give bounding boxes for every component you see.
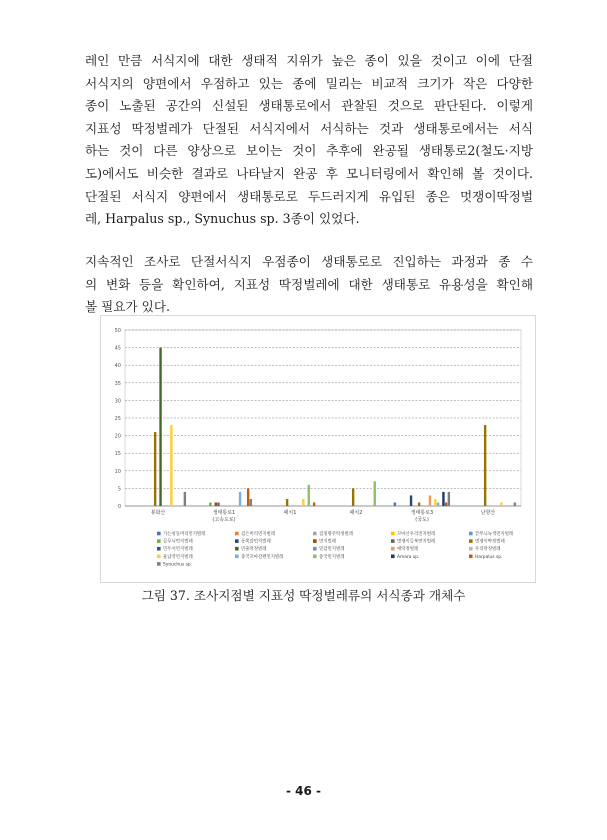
category-label: 패치2 xyxy=(349,510,363,516)
y-tick-label: 15 xyxy=(114,451,121,458)
bar xyxy=(448,492,450,506)
bar xyxy=(434,499,436,506)
bar xyxy=(514,502,516,506)
legend-label: 끝무늬먼지벌레 xyxy=(163,539,193,545)
text-line: 하는 것이 다른 양상으로 보이는 것이 추후에 완공될 생태통로2(철도·지방 xyxy=(85,143,533,159)
legend-swatch xyxy=(235,539,239,543)
bar xyxy=(374,481,376,506)
bar xyxy=(394,502,396,506)
bar xyxy=(215,502,217,506)
legend-swatch xyxy=(469,547,473,551)
bar xyxy=(352,488,354,506)
y-tick-label: 40 xyxy=(114,363,121,370)
text-line: 도)에서도 비슷한 결과로 나타날지 완공 후 모니터링에서 확인해 볼 것이다. xyxy=(85,165,533,181)
legend-swatch xyxy=(391,547,395,551)
category-label: 난향산 xyxy=(480,510,496,516)
bar xyxy=(247,488,249,506)
legend-swatch xyxy=(391,532,395,536)
legend-label: 밑감먼지벌레 xyxy=(319,547,345,553)
legend-label: 민두서먼지벌레 xyxy=(163,547,193,553)
legend-swatch xyxy=(157,547,161,551)
legend-swatch xyxy=(157,532,161,536)
bar xyxy=(159,348,161,506)
bar xyxy=(418,502,420,506)
category-label: 패치1 xyxy=(283,510,297,516)
body-paragraph-1 xyxy=(85,50,533,231)
legend-swatch xyxy=(157,562,161,566)
page-number: - 46 - xyxy=(285,784,321,798)
legend-label: 율납작먼지벌레 xyxy=(163,554,193,560)
legend-label: 멋쟁이딱정벌레 xyxy=(475,539,505,545)
legend-swatch xyxy=(391,539,395,543)
legend-label: 멋쟁이들북먼지벌레 xyxy=(397,539,436,545)
legend-swatch xyxy=(469,532,473,536)
legend-swatch xyxy=(235,532,239,536)
category-label: 생태통로3 xyxy=(410,510,434,516)
text-line: 서식지의 양편에서 우점하고 있는 종에 밀리는 비교적 크기가 작은 다양한 xyxy=(85,75,533,91)
y-tick-label: 30 xyxy=(114,398,121,405)
bar xyxy=(239,492,241,506)
legend-label: 동쪽갈먼지벌레 xyxy=(241,539,271,545)
y-tick-label: 25 xyxy=(114,416,121,422)
category-label: 생태통로1 xyxy=(212,510,236,516)
legend-label: Amara sp. xyxy=(397,554,420,560)
y-tick-label: 10 xyxy=(114,468,121,475)
legend-label: 중국먼지벌레 xyxy=(319,554,345,560)
legend-label: 먼지벌레 xyxy=(319,539,336,545)
legend-label: 검정명주딱정벌레 xyxy=(319,532,353,537)
category-sublabel: (국도) xyxy=(415,517,429,523)
y-tick-label: 20 xyxy=(114,433,121,440)
text-line: 지표성 딱정벌레가 단절된 서식지에서 서식하는 것과 생태통로에서는 서식 xyxy=(85,120,533,136)
bar xyxy=(437,502,439,506)
y-tick-label: 45 xyxy=(114,345,121,352)
legend-label: 끝무늬녹색먼지벌레 xyxy=(475,532,514,537)
legend-label: 우리딱정벌레 xyxy=(475,547,501,553)
legend-swatch xyxy=(313,539,317,543)
legend-label: Harpalus sp. xyxy=(475,554,503,560)
legend-label: 민줄딱정벌레 xyxy=(241,547,267,553)
text-line: 볼 필요가 있다. xyxy=(85,299,171,315)
legend-swatch xyxy=(157,539,161,543)
legend-swatch xyxy=(235,555,239,559)
figure-caption: 그림 37. 조사지점별 지표성 딱정벌레류의 서식종과 개체수 xyxy=(141,588,466,603)
text-line: 단절된 서식지 양편에서 생태통로로 두드러지게 유입된 종은 멋쟁이딱정벌 xyxy=(85,188,533,204)
bar xyxy=(302,499,304,506)
text-line: 레, Harpalus sp., Synuchus sp. 3종이 있었다. xyxy=(85,211,360,227)
text-line: 의 변화 등을 확인하여, 지표성 딱정벌레에 대한 생태통로 유용성을 확인해 xyxy=(85,276,533,292)
text-line: 지속적인 조사로 단절서식지 우점종이 생태통로로 진입하는 과정과 종 수 xyxy=(85,254,533,269)
text-line: 종이 노출된 공간의 신설된 생태통로에서 관찰된 것으로 판단된다. 이렇게 xyxy=(85,98,533,114)
legend-swatch xyxy=(469,539,473,543)
bar xyxy=(445,502,447,506)
bar xyxy=(286,499,288,506)
bar xyxy=(500,502,502,506)
legend-swatch xyxy=(469,555,473,559)
bar xyxy=(308,485,310,506)
bar xyxy=(217,502,219,506)
bar xyxy=(484,425,486,506)
bar-chart xyxy=(101,316,535,582)
legend-swatch xyxy=(157,555,161,559)
legend-swatch xyxy=(313,547,317,551)
y-tick-label: 0 xyxy=(117,504,121,510)
legend-label: 가는청동머리먼지벌레 xyxy=(163,532,206,537)
y-tick-label: 50 xyxy=(114,328,121,334)
bar xyxy=(429,495,431,506)
bar xyxy=(154,432,156,506)
legend-swatch xyxy=(391,555,395,559)
text-line: 레인 만큼 서식지에 대한 생태적 지위가 높은 종이 있을 것이고 이에 단절 xyxy=(85,53,533,68)
bar xyxy=(442,492,444,506)
body-paragraph-2 xyxy=(85,251,533,319)
legend-swatch xyxy=(235,547,239,551)
category-sublabel: (고속도로) xyxy=(212,517,236,523)
bar xyxy=(209,502,211,506)
legend-label: 중국꼬마갈렌먼지벌레 xyxy=(241,554,284,560)
legend-label: 검은머리먼지벌레 xyxy=(241,532,275,537)
bar xyxy=(410,495,412,506)
bar xyxy=(313,502,315,506)
legend-swatch xyxy=(313,532,317,536)
legend-label: 애딱정벌레 xyxy=(397,547,419,553)
legend-swatch xyxy=(313,555,317,559)
bar xyxy=(250,499,252,506)
category-label: 봉화산 xyxy=(150,510,166,516)
y-tick-label: 35 xyxy=(114,380,121,387)
y-tick-label: 5 xyxy=(117,486,121,493)
legend-label: Synuchus sp. xyxy=(163,562,193,568)
bar xyxy=(170,425,172,506)
figure-chart xyxy=(100,315,536,583)
bar xyxy=(184,492,186,506)
legend-label: 꼬마산우리먼지벌레 xyxy=(397,532,436,537)
